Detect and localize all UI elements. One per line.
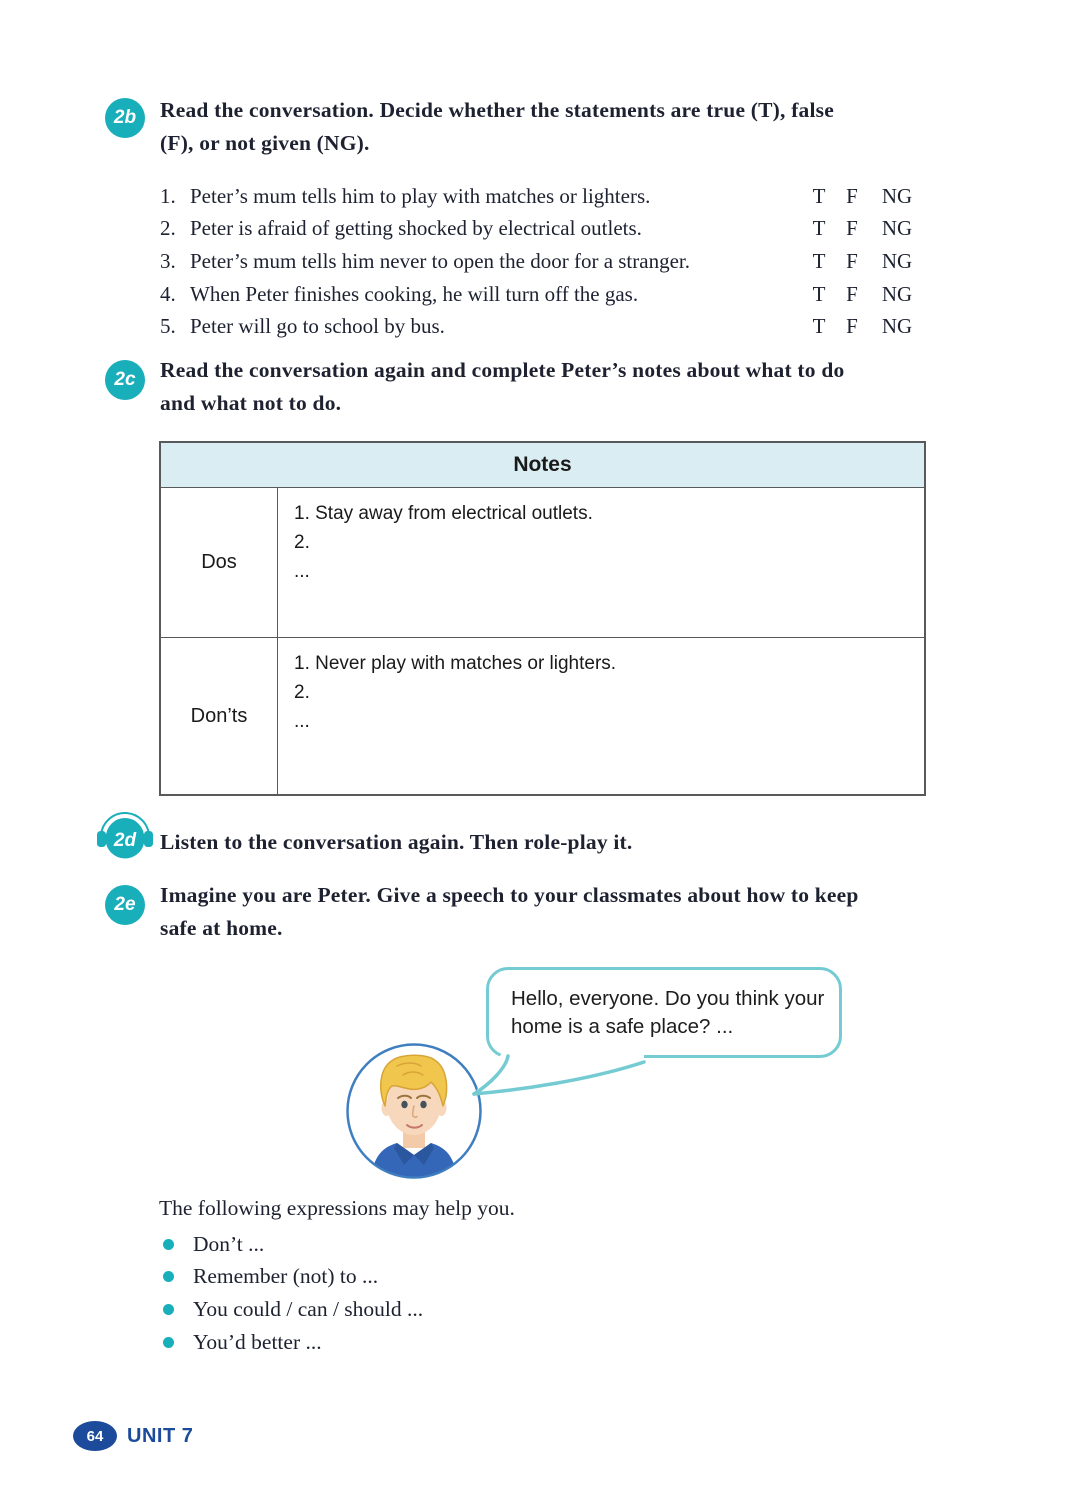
speech-bubble-tail xyxy=(470,1042,650,1100)
tfng-options xyxy=(802,180,926,213)
option-false[interactable]: F xyxy=(846,216,858,241)
expression-text: Don’t ... xyxy=(193,1231,265,1256)
option-true[interactable]: T xyxy=(812,216,826,241)
statement-row xyxy=(160,213,926,246)
tfng-options xyxy=(802,278,926,311)
unit-label: UNIT 7 xyxy=(127,1424,194,1447)
donts-label: Don’ts xyxy=(161,638,278,794)
option-false[interactable]: F xyxy=(846,314,858,339)
option-not-given[interactable]: NG xyxy=(881,314,913,339)
expression-item xyxy=(159,1293,759,1326)
option-not-given[interactable]: NG xyxy=(881,216,913,241)
boy-avatar-illustration xyxy=(345,1042,483,1180)
donts-line: 2. xyxy=(294,682,310,703)
instruction-line: Imagine you are Peter. Give a speech to your classmates about how to keep xyxy=(160,883,859,907)
instruction-line: safe at home. xyxy=(160,916,283,940)
boy-avatar xyxy=(345,1042,483,1180)
expressions-list xyxy=(159,1228,759,1358)
statement-number: 5. xyxy=(160,314,176,339)
statement-text: Peter’s mum tells him never to open the door for a stranger. xyxy=(190,248,690,273)
statement-row xyxy=(160,245,926,278)
option-not-given[interactable]: NG xyxy=(881,248,913,273)
option-not-given[interactable]: NG xyxy=(881,281,913,306)
option-false[interactable]: F xyxy=(846,183,858,208)
instruction-line: and what not to do. xyxy=(160,391,342,415)
section-2d-instruction xyxy=(160,826,946,859)
expressions-intro: The following expressions may help you. xyxy=(159,1196,515,1220)
section-2c-instruction xyxy=(160,354,946,420)
expression-text: You could / can / should ... xyxy=(193,1296,424,1321)
badge-2e-label: 2e xyxy=(114,894,136,915)
badge-2b xyxy=(105,98,145,138)
instruction-line: Listen to the conversation again. Then role-play it. xyxy=(160,830,633,854)
headphones-icon xyxy=(96,806,154,862)
section-2b-instruction xyxy=(160,94,946,160)
badge-2d xyxy=(96,806,154,862)
statement-number: 4. xyxy=(160,281,176,306)
tfng-options xyxy=(802,213,926,246)
statement-text: When Peter finishes cooking, he will turn off the gas. xyxy=(190,281,639,306)
speech-bubble-text: Hello, everyone. Do you think your home is a safe place? ... xyxy=(511,987,825,1038)
option-not-given[interactable]: NG xyxy=(881,183,913,208)
expression-item xyxy=(159,1261,759,1294)
option-true[interactable]: T xyxy=(812,248,826,273)
statement-row xyxy=(160,180,926,213)
statements-list xyxy=(160,180,926,343)
donts-line: ... xyxy=(294,711,310,732)
option-true[interactable]: T xyxy=(812,314,826,339)
dos-row xyxy=(161,488,924,638)
page-number: 64 xyxy=(86,1427,104,1445)
badge-2e xyxy=(105,885,145,925)
badge-2c xyxy=(105,360,145,400)
tfng-options xyxy=(802,245,926,278)
notes-table-header: Notes xyxy=(161,443,924,488)
bullet-icon xyxy=(163,1239,174,1250)
dos-line: ... xyxy=(294,561,310,582)
option-false[interactable]: F xyxy=(846,248,858,273)
donts-content[interactable] xyxy=(278,638,924,794)
statement-number: 3. xyxy=(160,248,176,273)
expression-item xyxy=(159,1326,759,1359)
badge-2d-label: 2d xyxy=(113,830,137,851)
bullet-icon xyxy=(163,1271,174,1282)
statement-row xyxy=(160,310,926,343)
statement-row xyxy=(160,278,926,311)
badge-2c-label: 2c xyxy=(114,369,136,390)
option-true[interactable]: T xyxy=(812,281,826,306)
expression-text: Remember (not) to ... xyxy=(193,1264,379,1289)
dos-line: 2. xyxy=(294,532,310,553)
dos-content[interactable] xyxy=(278,488,924,637)
statement-text: Peter is afraid of getting shocked by electrical outlets. xyxy=(190,216,642,241)
bullet-icon xyxy=(163,1337,174,1348)
option-false[interactable]: F xyxy=(846,281,858,306)
statement-number: 1. xyxy=(160,183,176,208)
instruction-line: Read the conversation. Decide whether the statements are true (T), false xyxy=(160,98,834,122)
statement-number: 2. xyxy=(160,216,176,241)
statement-text: Peter will go to school by bus. xyxy=(190,314,445,339)
expression-item xyxy=(159,1228,759,1261)
badge-2b-label: 2b xyxy=(113,107,137,128)
option-true[interactable]: T xyxy=(812,183,826,208)
statement-text: Peter’s mum tells him to play with matches or lighters. xyxy=(190,183,651,208)
section-2e-instruction xyxy=(160,879,946,945)
donts-line: 1. Never play with matches or lighters. xyxy=(294,653,617,674)
page-number-badge xyxy=(73,1421,117,1451)
instruction-line: Read the conversation again and complete Peter’s notes about what to do xyxy=(160,358,845,382)
notes-table xyxy=(159,441,926,796)
expression-text: You’d better ... xyxy=(193,1329,322,1354)
donts-row xyxy=(161,638,924,794)
instruction-line: (F), or not given (NG). xyxy=(160,131,370,155)
bullet-icon xyxy=(163,1304,174,1315)
dos-label: Dos xyxy=(161,488,278,637)
tfng-options xyxy=(802,310,926,343)
dos-line: 1. Stay away from electrical outlets. xyxy=(294,503,593,524)
